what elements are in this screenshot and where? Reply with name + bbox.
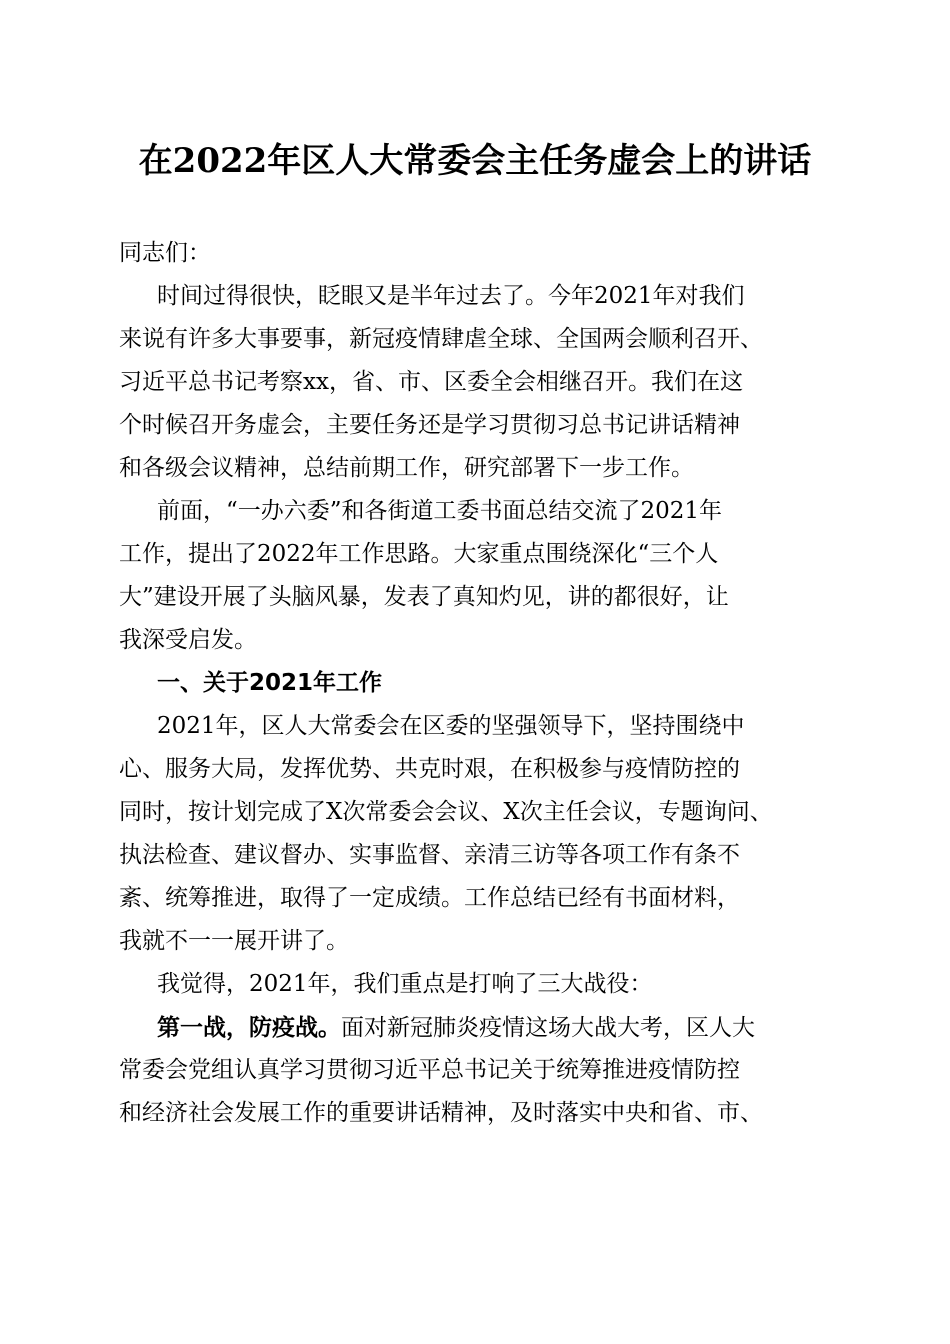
paragraph-line: 前面，“一办六委”和各街道工委书面总结交流了2021年	[157, 498, 723, 524]
salutation: 同志们：	[119, 240, 211, 266]
paragraph-line: 常委会党组认真学习贯彻习近平总书记关于统筹推进疫情防控	[119, 1057, 740, 1083]
paragraph-line: 习近平总书记考察xx，省、市、区委全会相继召开。我们在这	[119, 369, 743, 395]
paragraph-line: 执法检查、建议督办、实事监督、亲清三访等各项工作有条不	[119, 842, 740, 868]
paragraph-text: 面对新冠肺炎疫情这场大战大考，区人大	[341, 1015, 755, 1041]
paragraph-lead: 第一战，防疫战。	[157, 1014, 341, 1041]
paragraph-line	[119, 1006, 831, 1049]
paragraph-line: 个时候召开务虚会，主要任务还是学习贯彻习总书记讲话精神	[119, 412, 740, 438]
paragraph-line: 时间过得很快，眨眼又是半年过去了。今年2021年对我们	[157, 283, 745, 309]
paragraph-line: 大”建设开展了头脑风暴，发表了真知灼见，讲的都很好，让	[119, 584, 729, 610]
paragraph-line: 和各级会议精神，总结前期工作，研究部署下一步工作。	[119, 455, 694, 481]
paragraph-line: 工作，提出了2022年工作思路。大家重点围绕深化“三个人	[119, 541, 719, 567]
paragraph-line: 来说有许多大事要事，新冠疫情肆虐全球、全国两会顺利召开、	[119, 326, 763, 352]
paragraph-line: 我就不一一展开讲了。	[119, 928, 349, 954]
document-body	[119, 232, 831, 1135]
document-title: 在2022年区人大常委会主任务虚会上的讲话	[138, 141, 812, 181]
paragraph-line: 我觉得，2021年，我们重点是打响了三大战役：	[157, 971, 653, 997]
paragraph-line: 心、服务大局，发挥优势、共克时艰，在积极参与疫情防控的	[119, 756, 740, 782]
section-heading: 一、关于2021年工作	[157, 670, 383, 696]
paragraph-line: 和经济社会发展工作的重要讲话精神，及时落实中央和省、市、	[119, 1100, 763, 1126]
paragraph-line: 紊、统筹推进，取得了一定成绩。工作总结已经有书面材料，	[119, 885, 740, 911]
paragraph-line: 同时，按计划完成了X次常委会会议、X次主任会议，专题询问、	[119, 799, 773, 825]
paragraph-line: 我深受启发。	[119, 627, 257, 653]
paragraph-line: 2021年，区人大常委会在区委的坚强领导下，坚持围绕中	[157, 713, 745, 739]
